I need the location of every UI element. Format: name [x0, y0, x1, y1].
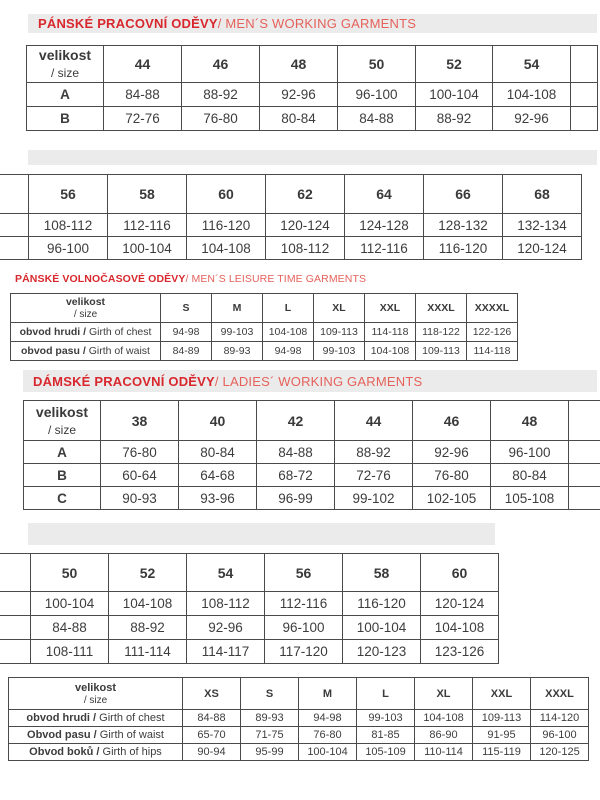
value-cell: 94-98	[161, 323, 212, 342]
value-cell: 93-96	[179, 487, 257, 510]
value-cell: 99-103	[314, 342, 365, 361]
value-cell: 120-124	[503, 237, 582, 260]
table-row	[0, 616, 499, 640]
table-header-row	[11, 294, 518, 323]
column-header-cell: 62	[266, 175, 345, 214]
value-cell: 84-88	[257, 441, 335, 464]
column-header-cell	[571, 46, 598, 83]
value-cell: 104-108	[415, 710, 473, 727]
value-cell: 132-134	[503, 214, 582, 237]
column-header-cell: 60	[421, 554, 499, 592]
column-header-cell: 48	[260, 46, 338, 83]
value-cell: 84-88	[338, 107, 416, 131]
table-row	[9, 744, 589, 761]
value-cell: 92-96	[493, 107, 571, 131]
column-header-cell	[569, 401, 600, 441]
section-header-ladies-working	[23, 370, 597, 392]
value-cell: 65-70	[183, 727, 241, 744]
value-cell: 111-114	[109, 640, 187, 664]
column-header-cell: 68	[503, 175, 582, 214]
value-cell: 90-94	[183, 744, 241, 761]
section-header-mens-working	[28, 14, 597, 33]
row-label-cell	[0, 214, 29, 237]
value-cell: 71-75	[241, 727, 299, 744]
section-title-english: / MEN´S LEISURE TIME GARMENTS	[185, 272, 367, 285]
table-header-row	[24, 401, 600, 441]
value-cell: 76-80	[182, 107, 260, 131]
table-row	[11, 342, 518, 361]
value-cell: 108-111	[31, 640, 109, 664]
column-header-cell: 44	[335, 401, 413, 441]
column-header-cell: L	[357, 678, 415, 710]
row-label-cell: B	[27, 107, 104, 131]
value-cell: 114-120	[531, 710, 589, 727]
value-cell	[571, 107, 598, 131]
column-header-cell	[0, 554, 31, 592]
value-cell: 114-118	[467, 342, 518, 361]
column-header-cell: 56	[265, 554, 343, 592]
column-header-cell: velikost / size	[9, 678, 183, 710]
column-header-cell: M	[212, 294, 263, 323]
value-cell: 80-84	[491, 464, 569, 487]
value-cell: 84-89	[161, 342, 212, 361]
value-cell: 91-95	[473, 727, 531, 744]
value-cell: 116-120	[187, 214, 266, 237]
table-row	[9, 678, 589, 710]
value-cell: 84-88	[31, 616, 109, 640]
table-row	[9, 727, 589, 744]
table-ladies-measurements-xs-xxxl	[8, 677, 589, 761]
row-label-cell	[0, 640, 31, 664]
value-cell: 105-109	[357, 744, 415, 761]
column-header-cell: XS	[183, 678, 241, 710]
section-title-english: / MEN´S WORKING GARMENTS	[217, 16, 417, 31]
value-cell: 72-76	[104, 107, 182, 131]
column-header-cell: S	[241, 678, 299, 710]
row-label-cell: obvod hrudi / Girth of chest	[9, 710, 183, 727]
value-cell: 89-93	[212, 342, 263, 361]
table-mens-leisure-sizes	[10, 293, 518, 361]
value-cell: 64-68	[179, 464, 257, 487]
value-cell: 92-96	[413, 441, 491, 464]
value-cell: 104-108	[109, 592, 187, 616]
table-mens-working-sizes-56-68	[0, 174, 582, 260]
value-cell: 104-108	[365, 342, 416, 361]
value-cell: 92-96	[187, 616, 265, 640]
column-header-cell: velikost / size	[27, 46, 104, 83]
value-cell: 114-117	[187, 640, 265, 664]
value-cell: 104-108	[493, 83, 571, 107]
value-cell: 116-120	[424, 237, 503, 260]
table-row	[27, 107, 598, 131]
value-cell: 124-128	[345, 214, 424, 237]
value-cell: 100-104	[31, 592, 109, 616]
table-row	[24, 441, 600, 464]
value-cell: 96-100	[491, 441, 569, 464]
column-header-cell: 54	[493, 46, 571, 83]
table-row	[0, 640, 499, 664]
table-header-row	[9, 678, 589, 710]
value-cell: 68-72	[257, 464, 335, 487]
column-header-cell: XXL	[473, 678, 531, 710]
value-cell: 116-120	[343, 592, 421, 616]
column-header-cell: 58	[108, 175, 187, 214]
table-row	[27, 46, 598, 83]
value-cell: 99-102	[335, 487, 413, 510]
value-cell: 123-126	[421, 640, 499, 664]
table-row	[24, 487, 600, 510]
value-cell: 112-116	[265, 592, 343, 616]
section-divider-bar	[28, 150, 597, 165]
value-cell: 109-113	[314, 323, 365, 342]
row-label-cell: obvod hrudi / Girth of chest	[11, 323, 161, 342]
value-cell: 115-119	[473, 744, 531, 761]
table-row	[0, 175, 582, 214]
value-cell: 88-92	[182, 83, 260, 107]
value-cell: 88-92	[109, 616, 187, 640]
value-cell: 120-124	[421, 592, 499, 616]
value-cell: 100-104	[343, 616, 421, 640]
value-cell: 86-90	[415, 727, 473, 744]
column-header-cell: 48	[491, 401, 569, 441]
column-header-cell: 46	[182, 46, 260, 83]
column-header-cell: velikost / size	[11, 294, 161, 323]
column-header-cell: XXXL	[531, 678, 589, 710]
value-cell: 102-105	[413, 487, 491, 510]
value-cell: 109-113	[473, 710, 531, 727]
column-header-cell: M	[299, 678, 357, 710]
value-cell: 99-103	[357, 710, 415, 727]
table-row	[9, 710, 589, 727]
row-label-cell	[0, 592, 31, 616]
value-cell: 104-108	[187, 237, 266, 260]
table-row	[0, 237, 582, 260]
section-title-czech: DÁMSKÉ PRACOVNÍ ODĚVY	[33, 373, 215, 389]
row-label-cell: A	[24, 441, 101, 464]
column-header-cell: XL	[314, 294, 365, 323]
table-header-row	[0, 175, 582, 214]
value-cell: 118-122	[416, 323, 467, 342]
section-title-czech: PÁNSKÉ VOLNOČASOVÉ ODĚVY	[15, 272, 186, 285]
value-cell: 96-100	[531, 727, 589, 744]
value-cell: 89-93	[241, 710, 299, 727]
value-cell: 108-112	[29, 214, 108, 237]
value-cell: 120-124	[266, 214, 345, 237]
value-cell: 117-120	[265, 640, 343, 664]
value-cell: 100-104	[299, 744, 357, 761]
value-cell: 99-103	[212, 323, 263, 342]
value-cell: 120-125	[531, 744, 589, 761]
column-header-cell: XXXXL	[467, 294, 518, 323]
section-divider-bar	[28, 523, 495, 545]
value-cell: 114-118	[365, 323, 416, 342]
value-cell: 76-80	[299, 727, 357, 744]
value-cell: 76-80	[413, 464, 491, 487]
value-cell: 72-76	[335, 464, 413, 487]
value-cell: 90-93	[101, 487, 179, 510]
column-header-cell: 42	[257, 401, 335, 441]
value-cell: 100-104	[416, 83, 493, 107]
table-row	[0, 592, 499, 616]
value-cell: 92-96	[260, 83, 338, 107]
value-cell: 80-84	[179, 441, 257, 464]
table-row	[11, 323, 518, 342]
table-row	[11, 294, 518, 323]
value-cell: 104-108	[263, 323, 314, 342]
column-header-cell: 40	[179, 401, 257, 441]
column-header-cell: 50	[31, 554, 109, 592]
column-header-cell: XXL	[365, 294, 416, 323]
column-header-cell: S	[161, 294, 212, 323]
table-ladies-working-sizes-38-48	[23, 400, 600, 510]
value-cell: 94-98	[299, 710, 357, 727]
value-cell: 95-99	[241, 744, 299, 761]
column-header-cell: 46	[413, 401, 491, 441]
row-label-cell: B	[24, 464, 101, 487]
section-title-czech: PÁNSKÉ PRACOVNÍ ODĚVY	[38, 16, 218, 31]
column-header-cell: XL	[415, 678, 473, 710]
section-title-english: / LADIES´ WORKING GARMENTS	[214, 373, 423, 389]
table-row	[0, 554, 499, 592]
row-label-cell: A	[27, 83, 104, 107]
column-header-cell: 52	[416, 46, 493, 83]
value-cell: 60-64	[101, 464, 179, 487]
value-cell: 84-88	[104, 83, 182, 107]
row-label-cell: C	[24, 487, 101, 510]
value-cell: 100-104	[108, 237, 187, 260]
value-cell: 88-92	[416, 107, 493, 131]
row-label-cell: obvod pasu / Girth of waist	[11, 342, 161, 361]
table-row	[0, 214, 582, 237]
table-header-row	[0, 554, 499, 592]
column-header-cell: 44	[104, 46, 182, 83]
row-label-cell	[0, 237, 29, 260]
value-cell	[569, 487, 600, 510]
column-header-cell: velikost / size	[24, 401, 101, 441]
value-cell: 88-92	[335, 441, 413, 464]
column-header-cell: 64	[345, 175, 424, 214]
column-header-cell: 38	[101, 401, 179, 441]
column-header-cell: 50	[338, 46, 416, 83]
column-header-cell: 66	[424, 175, 503, 214]
value-cell: 104-108	[421, 616, 499, 640]
column-header-cell: 54	[187, 554, 265, 592]
value-cell: 110-114	[415, 744, 473, 761]
value-cell: 96-99	[257, 487, 335, 510]
value-cell	[569, 441, 600, 464]
value-cell: 108-112	[266, 237, 345, 260]
row-label-cell: Obvod boků / Girth of hips	[9, 744, 183, 761]
value-cell: 94-98	[263, 342, 314, 361]
column-header-cell: L	[263, 294, 314, 323]
table-row	[24, 401, 600, 441]
value-cell: 81-85	[357, 727, 415, 744]
value-cell: 122-126	[467, 323, 518, 342]
value-cell: 120-123	[343, 640, 421, 664]
value-cell: 96-100	[265, 616, 343, 640]
table-mens-working-sizes-44-54	[26, 45, 598, 131]
value-cell: 76-80	[101, 441, 179, 464]
column-header-cell: 58	[343, 554, 421, 592]
row-label-cell	[0, 616, 31, 640]
value-cell: 112-116	[345, 237, 424, 260]
column-header-cell	[0, 175, 29, 214]
table-row	[24, 464, 600, 487]
table-ladies-working-sizes-50-60	[0, 553, 499, 664]
column-header-cell: XXXL	[416, 294, 467, 323]
value-cell	[569, 464, 600, 487]
value-cell: 128-132	[424, 214, 503, 237]
column-header-cell: 56	[29, 175, 108, 214]
value-cell: 80-84	[260, 107, 338, 131]
value-cell: 84-88	[183, 710, 241, 727]
value-cell: 96-100	[338, 83, 416, 107]
value-cell: 112-116	[108, 214, 187, 237]
value-cell: 109-113	[416, 342, 467, 361]
value-cell: 108-112	[187, 592, 265, 616]
section-header-mens-leisure	[5, 271, 565, 286]
column-header-cell: 60	[187, 175, 266, 214]
table-row	[27, 83, 598, 107]
value-cell: 96-100	[29, 237, 108, 260]
table-header-row	[27, 46, 598, 83]
column-header-cell: 52	[109, 554, 187, 592]
value-cell: 105-108	[491, 487, 569, 510]
row-label-cell: Obvod pasu / Girth of waist	[9, 727, 183, 744]
value-cell	[571, 83, 598, 107]
